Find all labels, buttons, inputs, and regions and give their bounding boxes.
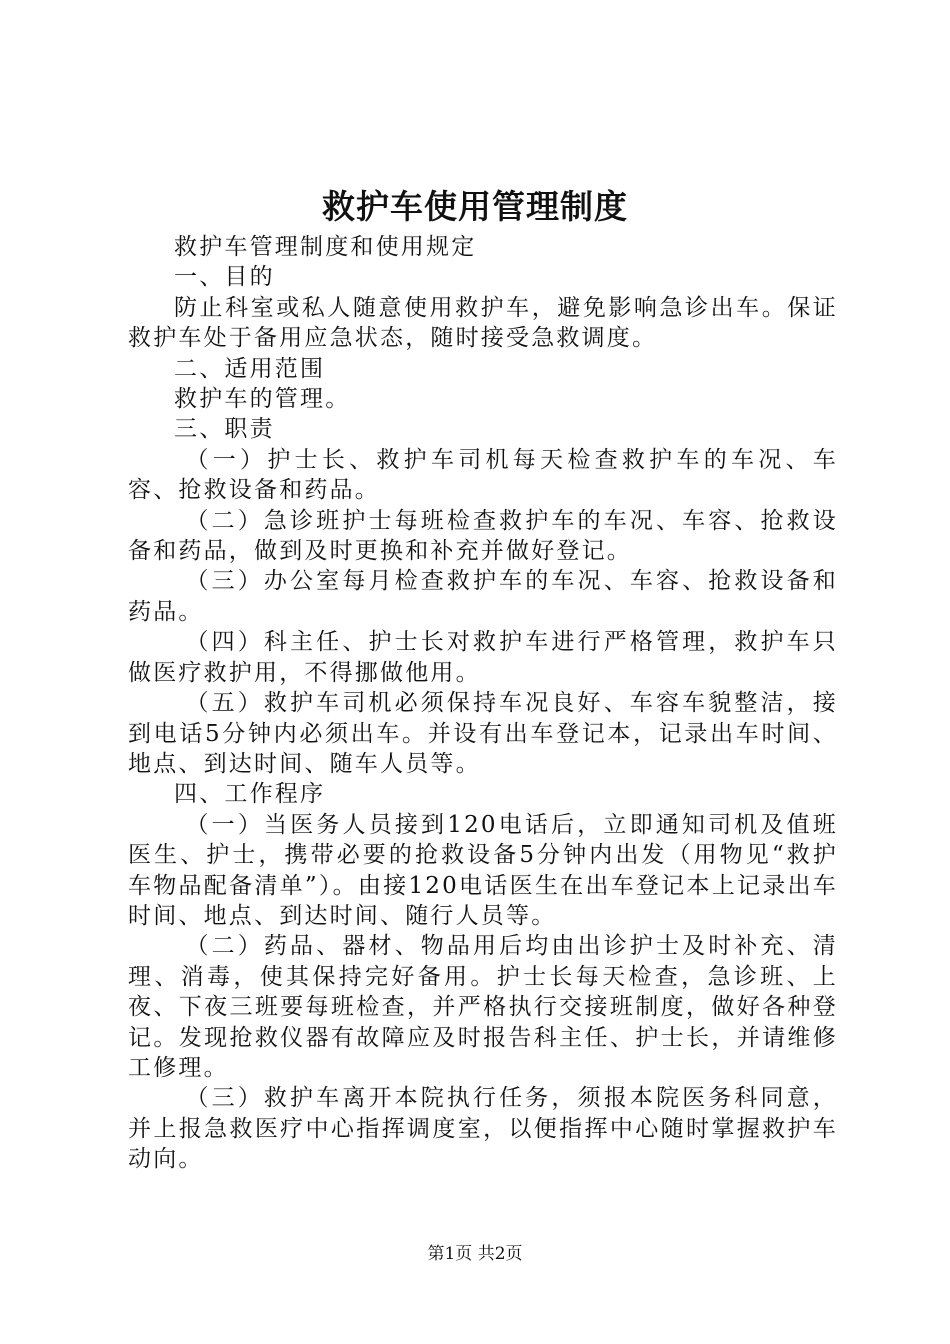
paragraph-scope: 救护车的管理。 xyxy=(174,386,351,413)
page-footer: 第1页 共2页 xyxy=(427,1244,523,1264)
paragraph-duty-2: （二）急诊班护士每班检查救护车的车况、车容、抢救设备和药品，做到及时更换和补充并做好登记。 xyxy=(128,507,838,565)
document-body xyxy=(128,232,838,1175)
paragraph-duty-4: （四）科主任、护士长对救护车进行严格管理，救护车只做医疗救护用，不得挪做他用。 xyxy=(128,629,838,686)
paragraph-duty-1: （一）护士长、救护车司机每天检查救护车的车况、车容、抢救设备和药品。 xyxy=(128,446,838,504)
paragraph-subtitle: 救护车管理制度和使用规定 xyxy=(174,234,477,260)
heading-purpose: 一、目的 xyxy=(174,264,275,291)
heading-procedure: 四、工作程序 xyxy=(174,781,326,808)
paragraph-procedure-1: （一）当医务人员接到120电话后，立即通知司机及值班医生、护士，携带必要的抢救设备5分钟内出发（用物见“救护车物品配备清单”）。由接120电话医生在出车登记本上记录出车时间、地点、到达时间、随行人员等。 xyxy=(128,811,838,929)
heading-duties: 三、职责 xyxy=(174,416,275,443)
heading-scope: 二、适用范围 xyxy=(174,355,326,382)
paragraph-purpose: 防止科室或私人随意使用救护车，避免影响急诊出车。保证救护车处于备用应急状态，随时接受急救调度。 xyxy=(128,294,838,352)
paragraph-procedure-3: （三）救护车离开本院执行任务，须报本院医务科同意，并上报急救医疗中心指挥调度室，以便指挥中心随时掌握救护车动向。 xyxy=(128,1085,838,1173)
paragraph-duty-3: （三）办公室每月检查救护车的车况、车容、抢救设备和药品。 xyxy=(128,568,838,625)
paragraph-duty-5: （五）救护车司机必须保持车况良好、车容车貌整洁，接到电话5分钟内必须出车。并设有出车登记本，记录出车时间、地点、到达时间、随车人员等。 xyxy=(128,690,838,777)
document-title: 救护车使用管理制度 xyxy=(322,187,628,226)
paragraph-procedure-2: （二）药品、器材、物品用后均由出诊护士及时补充、清理、消毒，使其保持完好备用。护士长每天检查，急诊班、上夜、下夜三班要每班检查，并严格执行交接班制度，做好各种登记。发现抢救仪器有故障应及时报告科主任、护士长，并请维修工修理。 xyxy=(128,933,838,1081)
